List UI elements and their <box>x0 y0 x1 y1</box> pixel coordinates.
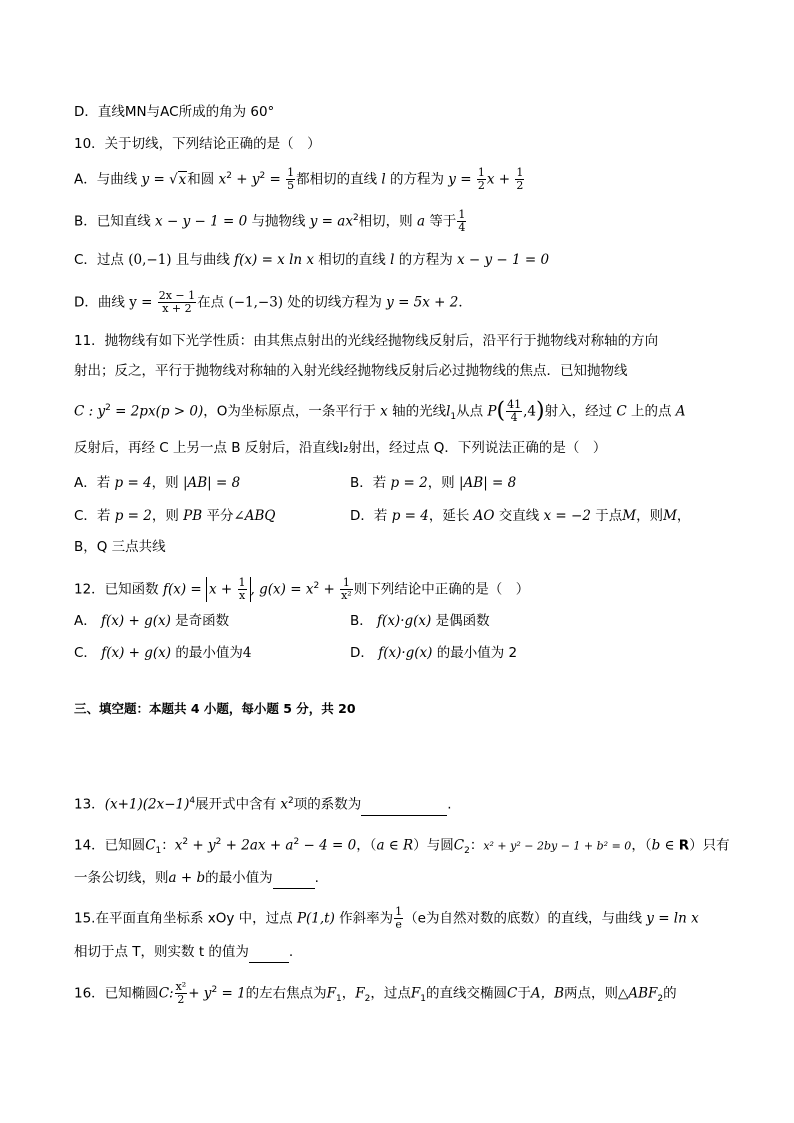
q11-option-d-cont: B，Q 三点共线 <box>74 539 166 555</box>
q11-line3: C : $y^2 = 2px(p > 0)$，O为坐标原点，一条平行于 x 轴的光线$l_1$从点 P( $\frac{41}{4}$ ,4)射入，经过 C 上的点 A <box>74 398 686 424</box>
q11-option-b: B．若 p = 2，则 |AB| = 8 <box>350 475 517 491</box>
q11-option-a: A．若 p = 4，则 |AB| = 8 <box>74 475 241 491</box>
q11-option-c: C．若 p = 2，则 PB 平分∠ABQ <box>74 508 276 524</box>
q12-option-a: A． f(x) + g(x) 是奇函数 <box>74 613 230 629</box>
q12-stem: 12．已知函数 f(x) = x + $\frac{1}{x}$ , $g(x) = x^2$ + $\frac{1}{\text{x²}}$ 则下列结论中正确的是（ ） <box>74 576 530 602</box>
q11-line1: 11．抛物线有如下光学性质：由其焦点射出的光线经抛物线反射后，沿平行于抛物线对称轴的方向 <box>74 333 659 349</box>
q11-option-d: D．若 p = 4，延长 AO 交直线 x = −2 于点M，则M， <box>350 508 691 524</box>
q12-option-b: B． f(x)·g(x) 是偶函数 <box>350 613 490 629</box>
q12-option-c: C． f(x) + g(x) 的最小值为4 <box>74 645 252 661</box>
q10-stem: 10．关于切线，下列结论正确的是（ ） <box>74 136 321 152</box>
section-fill-in-title: 三、填空题：本题共 4 小题，每小题 5 分，共 20 <box>74 701 356 716</box>
q10-option-b: B．已知直线 x − y − 1 = 0 与抛物线 $y = ax^2$相切，则 a 等于 $\frac{1}{4}$ <box>74 208 466 234</box>
q15-line2: 相切于点 T，则实数 t 的值为 . <box>74 942 293 963</box>
q11-line2: 射出；反之，平行于抛物线对称轴的入射光线经抛物线反射后必过抛物线的焦点．已知抛物线 <box>74 363 628 379</box>
q14-line2: 一条公切线，则a + b的最小值为 . <box>74 868 319 889</box>
q12-option-d: D． f(x)·g(x) 的最小值为 2 <box>350 645 518 661</box>
q14-line1: 14．已知圆$C_1$：$x^2 + y^2 + 2ax + a^2 - 4 = 0$，（a ∈ R）与圆$C_2$：x² + y² − 2by − 1 + b² = 0，（b ∈ R）只有 <box>74 837 730 857</box>
q16-line1: 16．已知椭圆C: $\frac{\text{x²}}{2}$ + $y^2 = 1$的左右焦点为$F_1$，$F_2$，过点$F_1$的直线交椭圆C于A，B两点，则$\triangle ABF_2$的 <box>74 980 677 1006</box>
q13: 13．$(x+1)(2x-1)^4$展开式中含有 $x^2$项的系数为 . <box>74 791 452 816</box>
prev-option-d: D．直线MN与AC所成的角为 60° <box>74 104 275 120</box>
q10-option-c: C．过点 (0,−1) 且与曲线 f(x) = x ln x 相切的直线 l 的方程为 x − y − 1 = 0 <box>74 252 550 268</box>
q11-line4: 反射后，再经 C 上另一点 B 反射后，沿直线l₂射出，经过点 Q．下列说法正确的是（ ） <box>74 440 607 456</box>
q10-option-a: A．与曲线 y = √x和圆 $x^2 + y^2$ = $\frac{1}{5}$ 都相切的直线 l 的方程为 y = $\frac{1}{2}$ x + $\frac{1}{2}$ <box>74 166 524 192</box>
q10-option-d: D．曲线 y = $\frac{2x - 1}{x + 2}$ 在点 (−1,−3) 处的切线方程为 y = 5x + 2． <box>74 289 472 315</box>
q15-line1: 15.在平面直角坐标系 xOy 中，过点 P(1,t) 作斜率为 $\frac{1}{e}$ （e为自然对数的底数）的直线，与曲线 y = ln x <box>74 905 699 931</box>
